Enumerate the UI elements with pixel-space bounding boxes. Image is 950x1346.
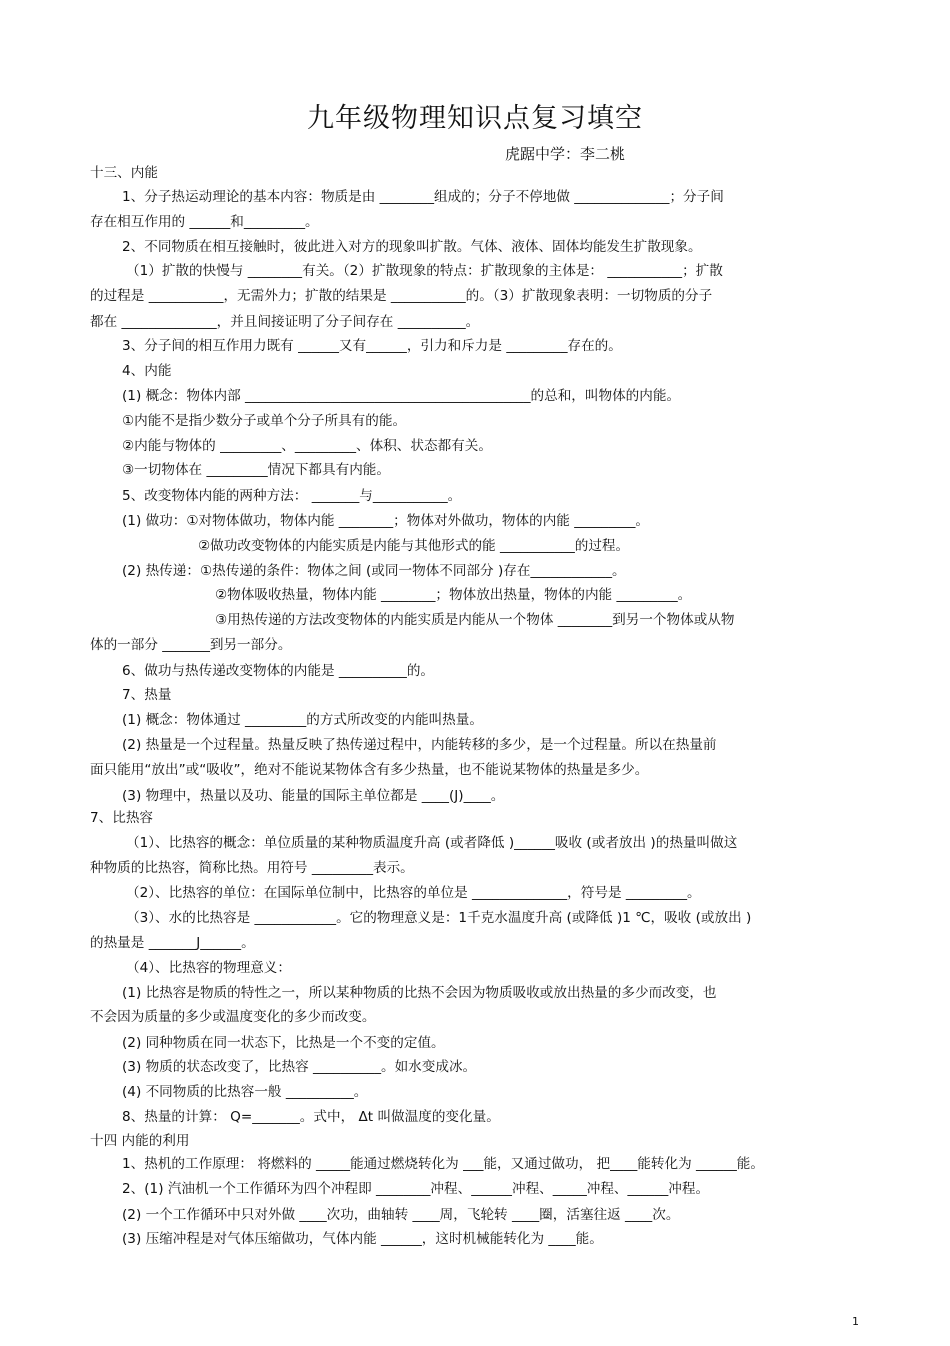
text-line: ②物体吸收热量，物体内能 ________；物体放出热量，物体的内能 _________。 xyxy=(215,587,692,603)
section-heading: 7、比热容 xyxy=(90,810,154,826)
text-line: 存在相互作用的 ______和_________。 xyxy=(90,214,319,230)
page-number: 1 xyxy=(852,1315,859,1328)
subsection-heading: 7、热量 xyxy=(122,687,172,703)
text-line: 面只能用“放出”或“吸收”，绝对不能说某物体含有多少热量，也不能说某物体的热量是多少。 xyxy=(90,762,649,778)
text-line: （1）、比热容的概念：单位质量的某种物质温度升高 (或者降低 )______吸收 (或者放出 )的热量叫做这 xyxy=(126,835,738,851)
text-line: 8、热量的计算： Q=_______。式中， Δt 叫做温度的变化量。 xyxy=(122,1109,500,1125)
text-line: 3、分子间的相互作用力既有 ______又有______，引力和斥力是 _________存在的。 xyxy=(122,338,622,354)
page-title: 九年级物理知识点复习填空 xyxy=(307,103,643,134)
text-line: 2、不同物质在相互接触时，彼此进入对方的现象叫扩散。气体、液体、固体均能发生扩散现象。 xyxy=(122,239,702,255)
text-line: 的过程是 ___________，无需外力；扩散的结果是 ___________的。（3）扩散现象表明：一切物质的分子 xyxy=(90,288,713,304)
subsection-heading: 4、内能 xyxy=(122,363,172,379)
text-line: (3) 物质的状态改变了，比热容 __________。如水变成冰。 xyxy=(122,1059,477,1075)
text-line: (3) 物理中，热量以及功、能量的国际主单位都是 ____(J)____。 xyxy=(122,788,505,804)
text-line: (1) 比热容是物质的特性之一，所以某种物质的比热不会因为物质吸收或放出热量的多少而改变，也 xyxy=(122,985,717,1001)
section-heading: 十四 内能的利用 xyxy=(90,1133,190,1149)
text-line: ②做功改变物体的内能实质是内能与其他形式的能 ___________的过程。 xyxy=(198,538,630,554)
text-line: (1) 概念：物体通过 _________的方式所改变的内能叫热量。 xyxy=(122,712,483,728)
text-line: (3) 压缩冲程是对气体压缩做功，气体内能 ______，这时机械能转化为 ____能。 xyxy=(122,1231,603,1247)
text-line: 1、热机的工作原理： 将燃料的 _____能通过燃烧转化为 ___能，又通过做功， 把____能转化为 ______能。 xyxy=(122,1156,764,1172)
text-line: (2) 热传递：①热传递的条件：物体之间 (或同一物体不同部分 )存在____________。 xyxy=(122,563,626,579)
text-line: 种物质的比热容，简称比热。用符号 _________表示。 xyxy=(90,860,414,876)
text-line: （3）、水的比热容是 ____________。它的物理意义是：1千克水温度升高 (或降低 )1 ℃，吸收 (或放出 ) xyxy=(126,910,752,926)
text-line: 不会因为质量的多少或温度变化的多少而改变。 xyxy=(90,1009,376,1025)
text-line: ②内能与物体的 _________、_________、体积、状态都有关。 xyxy=(122,438,492,454)
text-line: 1、分子热运动理论的基本内容：物质是由 ________组成的；分子不停地做 ______________；分子间 xyxy=(122,189,724,205)
text-line: (1) 做功：①对物体做功，物体内能 ________；物体对外做功，物体的内能 _________。 xyxy=(122,513,649,529)
text-line: (4) 不同物质的比热容一般 __________。 xyxy=(122,1084,368,1100)
text-line: 都在 ______________，并且间接证明了分子间存在 __________。 xyxy=(90,314,480,330)
text-line: (2) 热量是一个过程量。热量反映了热传递过程中，内能转移的多少，是一个过程量。所以在热量前 xyxy=(122,737,717,753)
text-line: 的热量是 _______J______。 xyxy=(90,935,255,951)
text-line: ③一切物体在 _________情况下都具有内能。 xyxy=(122,462,390,478)
text-line: (2) 一个工作循环中只对外做 ____次功，曲轴转 ____周，飞轮转 ____圈，活塞往返 ____次。 xyxy=(122,1207,680,1223)
text-line: 5、改变物体内能的两种方法： _______与___________。 xyxy=(122,488,462,504)
text-line: 体的一部分 _______到另一部分。 xyxy=(90,637,292,653)
text-line: 2、(1) 汽油机一个工作循环为四个冲程即 ________冲程、______冲程、_____冲程、______冲程。 xyxy=(122,1181,710,1197)
text-line: （1）扩散的快慢与 ________有关。（2）扩散现象的特点：扩散现象的主体是： ___________；扩散 xyxy=(126,263,723,279)
text-line: ③用热传递的方法改变物体的内能实质是内能从一个物体 ________到另一个物体或从物 xyxy=(215,612,735,628)
text-line: ①内能不是指少数分子或单个分子所具有的能。 xyxy=(122,413,407,429)
section-heading: 十三、内能 xyxy=(90,165,158,181)
subsection-heading: （4）、比热容的物理意义： xyxy=(126,960,291,976)
text-line: （2）、比热容的单位：在国际单位制中，比热容的单位是 ______________，符号是 _________。 xyxy=(126,885,701,901)
text-line: 6、做功与热传递改变物体的内能是 __________的。 xyxy=(122,663,435,679)
text-line: (2) 同种物质在同一状态下，比热是一个不变的定值。 xyxy=(122,1035,445,1051)
text-line: (1) 概念：物体内部 __________________________________________的总和，叫物体的内能。 xyxy=(122,388,681,404)
author-line: 虎踞中学：李二桃 xyxy=(505,145,626,163)
